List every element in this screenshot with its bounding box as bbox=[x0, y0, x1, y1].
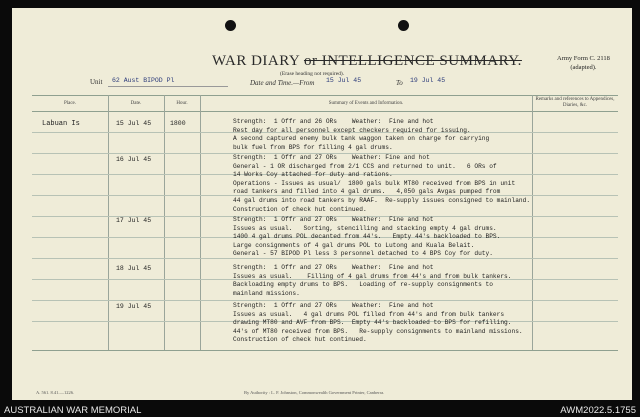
row-rule bbox=[32, 300, 618, 301]
entry-text: Strength: 1 Offr and 27 ORs Weather: Fine and hot Issues as usual. 4 gal drums POL filled from 44's and from bulk tankers drawing MT80 and AVF from BPS. Empty 44's backloaded to BPS for refilling. 44's of MT80 received from BPS. Re-supply consignments to mainland missions. Construction of check hut continued. bbox=[233, 302, 523, 344]
unit-underline bbox=[108, 86, 228, 87]
col-head-hour: Hour. bbox=[176, 101, 188, 106]
date-cell: 16 Jul 45 bbox=[116, 156, 152, 163]
entry-text: Strength: 1 Offr and 27 ORs Weather: Fine and hot General - 1 OR discharged from 2/1 CCS and returned to unit. 6 ORs of 14 Works Coy attached for duty and rations. Operations - Issues as usual/ 1800 gals bulk MT80 received from BPS in unit road tankers and filled into 4 gal drums. 4,050 gals Avgas pumped from 44 gal drums into road tankers by RAAF. Re-supply issues consigned to mainland. Construction of check hut continued. bbox=[233, 154, 531, 213]
header-bottom-rule bbox=[32, 111, 618, 112]
col-divider bbox=[200, 95, 201, 350]
date-label: Date and Time.—From bbox=[250, 79, 315, 87]
entry-text: Strength: 1 Offr and 26 ORs Weather: Fine and hot Rest day for all personnel except checkers required for issuing. A second captured enemy bulk tank waggon taken on charge for carrying bulk fuel from BPS for filling 4 gal drums. bbox=[233, 118, 490, 151]
form-no-text: Army Form C. 2118 bbox=[557, 55, 610, 62]
date-cell: 18 Jul 45 bbox=[116, 265, 152, 272]
col-head-place: Place. bbox=[63, 101, 77, 106]
col-head-summary: Summary of Events and Information. bbox=[328, 101, 404, 106]
table-bottom-rule bbox=[32, 350, 618, 351]
credit-right: AWM2022.5.1755 bbox=[560, 405, 636, 416]
unit-value: 62 Aust BIPOD Pl bbox=[112, 77, 175, 84]
col-head-date: Date. bbox=[130, 101, 142, 106]
punch-hole bbox=[398, 20, 409, 31]
date-from: 15 Jul 45 bbox=[326, 77, 362, 84]
adapted-text: (adapted). bbox=[570, 64, 597, 71]
to-label: To bbox=[396, 79, 403, 87]
col-divider bbox=[108, 95, 109, 350]
date-cell: 19 Jul 45 bbox=[116, 303, 152, 310]
diary-sheet bbox=[12, 8, 632, 400]
erase-note: (Erase heading not required). bbox=[280, 71, 345, 77]
page-title bbox=[212, 53, 522, 70]
punch-hole bbox=[225, 20, 236, 31]
table-top-rule bbox=[32, 95, 618, 96]
form-number bbox=[557, 54, 610, 72]
date-cell: 17 Jul 45 bbox=[116, 217, 152, 224]
col-head-remarks: Remarks and references to Appendices, Diaries, &c. bbox=[535, 97, 615, 108]
date-cell: 15 Jul 45 bbox=[116, 120, 152, 127]
entry-text: Strength: 1 Offr and 27 ORs Weather: Fine and hot Issues as usual. Filling of 4 gal drums from 44's and from bulk tankers. Backloading empty drums to BPS. Loading of re-supply consignments to mainland missions. bbox=[233, 264, 512, 297]
col-divider bbox=[164, 95, 165, 350]
place-cell: Labuan Is bbox=[42, 120, 80, 128]
date-to: 19 Jul 45 bbox=[410, 77, 446, 84]
title-text: WAR DIARY bbox=[212, 53, 300, 69]
entry-text: Strength: 1 Offr and 27 ORs Weather: Fine and hot Issues as usual. Sorting, stencilling and stacking empty 4 gal drums. 1400 4 gal drums POL decanted from 44's. Empty 44's backloaded to BPS. Large consignments of 4 gal drums POL to Lutong and Kuala Belait. General - 57 BIPOD Pl less 3 personnel detached to 4 BPS Coy for duty. bbox=[233, 216, 501, 258]
credit-left: AUSTRALIAN WAR MEMORIAL bbox=[4, 405, 142, 416]
unit-label: Unit bbox=[90, 78, 103, 86]
hour-cell: 1800 bbox=[170, 120, 186, 127]
col-divider bbox=[532, 95, 533, 350]
footer-left: A. 561. 8.41.—1226. bbox=[36, 390, 75, 395]
footer-center: By Authority : L. F. Johnston, Commonwealth Government Printer, Canberra. bbox=[244, 390, 385, 395]
struck-heading: or INTELLIGENCE SUMMARY. bbox=[303, 53, 522, 69]
